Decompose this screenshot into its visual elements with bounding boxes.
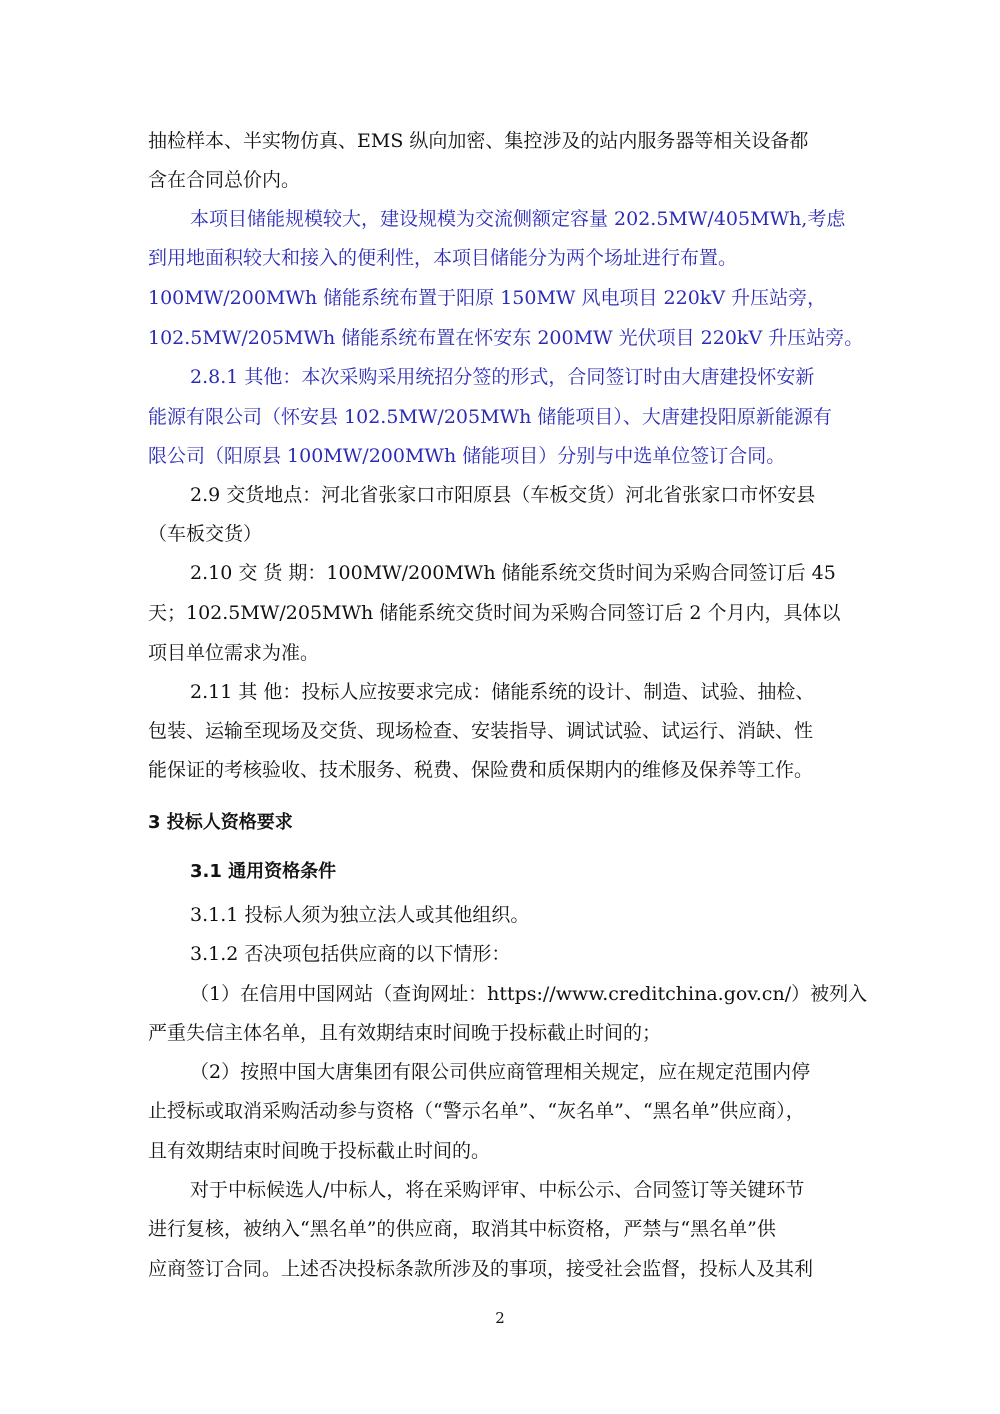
text-line-27: 对于中标候选人/中标人，将在采购评审、中标公示、合同签订等关键环节 (190, 1179, 805, 1201)
page-number: 2 (495, 1309, 505, 1327)
text-line-8: 能源有限公司（怀安县 102.5MW/205MWh 储能项目）、大唐建投阳原新能源有 (148, 406, 832, 428)
text-line-14: 项目单位需求为准。 (148, 642, 320, 664)
text-line-5: 100MW/200MWh 储能系统布置于阳原 150MW 风电项目 220kV 升压站旁， (148, 287, 827, 309)
text-line-22: （1）在信用中国网站（查询网址：https://www.creditchina.gov.cn/）被列入 (190, 983, 868, 1005)
text-line-28: 进行复核，被纳入“黑名单”的供应商，取消其中标资格，严禁与“黑名单”供 (148, 1218, 776, 1240)
text-line-7: 2.8.1 其他：本次采购采用统招分签的形式，合同签订时由大唐建投怀安新 (190, 366, 815, 388)
text-line-25: 止授标或取消采购活动参与资格（“警示名单”、“灰名单”、“黑名单”供应商）， (148, 1100, 805, 1122)
text-line-12: 2.10 交 货 期：100MW/200MWh 储能系统交货时间为采购合同签订后 45 (190, 562, 836, 584)
text-line-6: 102.5MW/205MWh 储能系统布置在怀安东 200MW 光伏项目 220kV 升压站旁。 (148, 327, 864, 349)
text-line-11: （车板交货） (148, 523, 263, 545)
text-line-16: 包装、运输至现场及交货、现场检查、安装指导、调试试验、试运行、消缺、性 (148, 720, 814, 742)
text-line-21: 3.1.2 否决项包括供应商的以下情形： (190, 943, 511, 965)
text-line-17: 能保证的考核验收、技术服务、税费、保险费和质保期内的维修及保养等工作。 (148, 759, 814, 781)
text-line-10: 2.9 交货地点：河北省张家口市阳原县（车板交货）河北省张家口市怀安县 (190, 484, 816, 506)
text-line-3: 本项目储能规模较大，建设规模为交流侧额定容量 202.5MW/405MWh,考虑 (190, 208, 846, 230)
section-heading: 3 投标人资格要求 (148, 812, 293, 833)
text-line-23: 严重失信主体名单，且有效期结束时间晚于投标截止时间的； (148, 1022, 662, 1044)
text-line-13: 天；102.5MW/205MWh 储能系统交货时间为采购合同签订后 2 个月内，具体以 (148, 602, 841, 624)
text-line-26: 且有效期结束时间晚于投标截止时间的。 (148, 1140, 491, 1162)
text-line-24: （2）按照中国大唐集团有限公司供应商管理相关规定，应在规定范围内停 (190, 1061, 811, 1083)
text-line-29: 应商签订合同。上述否决投标条款所涉及的事项，接受社会监督，投标人及其利 (148, 1258, 814, 1280)
text-line-15: 2.11 其 他：投标人应按要求完成：储能系统的设计、制造、试验、抽检、 (190, 681, 815, 703)
text-line-4: 到用地面积较大和接入的便利性，本项目储能分为两个场址进行布置。 (148, 247, 738, 269)
text-line-9: 限公司（阳原县 100MW/200MWh 储能项目）分别与中选单位签订合同。 (148, 445, 786, 467)
text-line-20: 3.1.1 投标人须为独立法人或其他组织。 (190, 904, 530, 926)
text-line-1: 抽检样本、半实物仿真、EMS 纵向加密、集控涉及的站内服务器等相关设备都 (148, 130, 809, 152)
text-line-2: 含在合同总价内。 (148, 169, 301, 191)
subsection-heading: 3.1 通用资格条件 (190, 861, 337, 882)
